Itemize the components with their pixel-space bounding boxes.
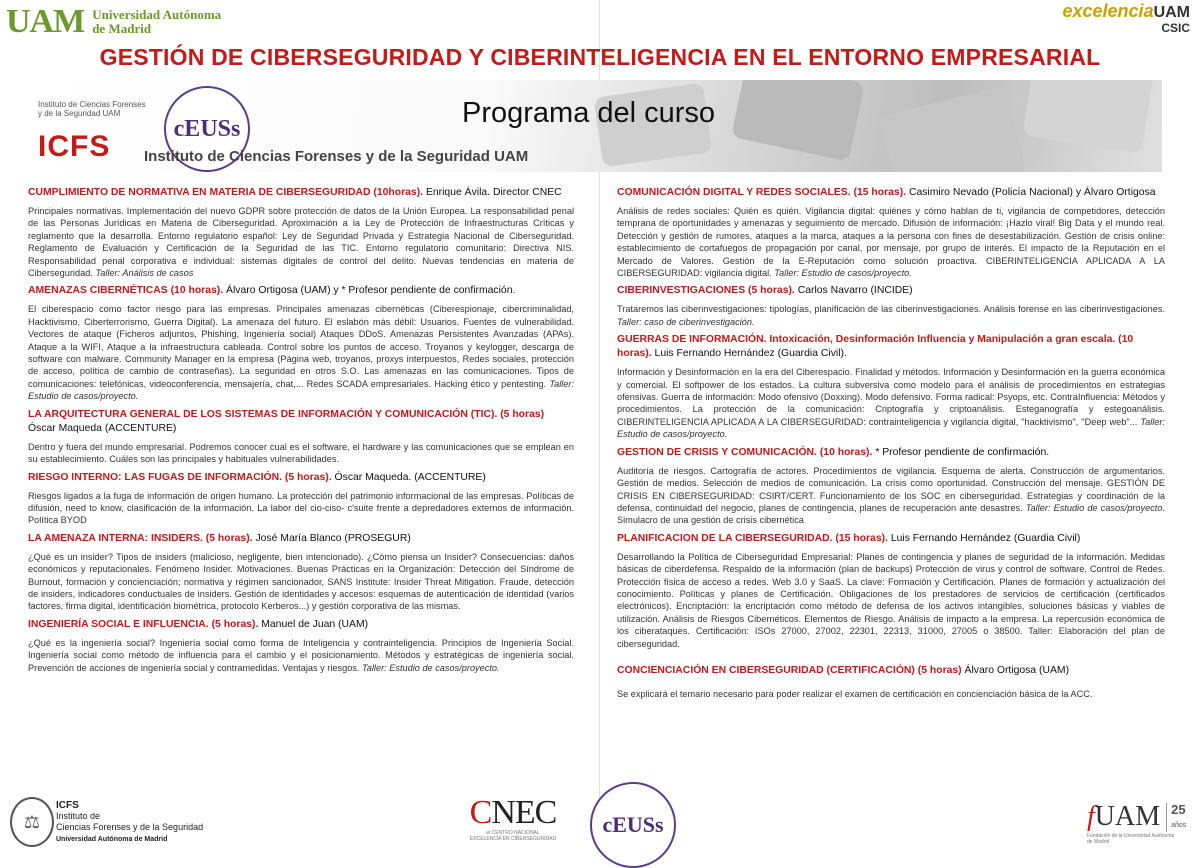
section-body: Dentro y fuera del mundo empresarial. Podremos conocer cual es el software, el hardware y las comunicaciones que se emplean en su establecimiento. Cuáles son las principales y habituales vulnerabilidades. xyxy=(28,441,574,465)
section-body: ¿Qué es la ingeniería social? Ingeniería social como forma de Inteligencia y contrainteligencia. Principios de Ingeniería Social. Ingeniería social como método de influencia para el cambio y el posicionamiento. Métodos y estratégicas de ingeniería social. Prevención de acciones de ingeniería social y contramedidas. Ventajas y riesgos. Taller: Estudio de casos/proyecto. xyxy=(28,637,574,673)
main-title: GESTIÓN DE CIBERSEGURIDAD Y CIBERINTELIGENCIA EN EL ENTORNO EMPRESARIAL xyxy=(99,44,1101,70)
section-heading: RIESGO INTERNO: LAS FUGAS DE INFORMACIÓN. (5 horas). Óscar Maqueda. (ACCENTURE) xyxy=(28,471,486,483)
footer-icfs-line3: Universidad Autónoma de Madrid xyxy=(56,836,168,843)
uam-logo xyxy=(6,4,221,40)
excelencia-logo xyxy=(1062,2,1190,34)
left-column xyxy=(28,186,574,679)
course-section xyxy=(28,408,574,466)
fuam-word: fUAM xyxy=(1087,801,1161,832)
cnec-sub xyxy=(468,830,558,842)
excelencia-text: excelencia xyxy=(1062,1,1154,21)
course-section xyxy=(617,284,1165,328)
course-section xyxy=(28,186,574,279)
icfs-small-text xyxy=(38,100,146,118)
section-heading: LA ARQUITECTURA GENERAL DE LOS SISTEMAS DE INFORMACIÓN Y COMUNICACIÓN (TIC). (5 horas) Óscar Maqueda (ACCENTURE) xyxy=(28,408,545,434)
icfs-small-line2: y de la Seguridad UAM xyxy=(38,109,121,118)
banner-title: Programa del curso xyxy=(462,97,716,129)
footer-icfs-line2: Ciencias Forenses y de la Seguridad xyxy=(56,822,204,832)
cnec-sub1: el CENTRO NACIONAL xyxy=(486,830,540,836)
uam-name-line1: Universidad Autónoma xyxy=(92,7,222,22)
section-body: Desarrollando la Política de Ciberseguridad Empresarial: Planes de contingencia y planes de seguridad de la información. Medidas básicas de ciberdefensa. Respaldo de la información (plan de backups) Protección de virus y control de software. Control de Redes. Protección física de acceso a redes. Web 3.0 y SaaS. La clave: Formación y Certificación. Planes de formación y actualización del conocimiento. Políticas y planes de Certificación. Obligaciones de los prestadores de servicios de certificación (certificados electrónicos). Encriptación: la encriptación como método de defensa de los activos intangibles, soluciones básicas y viables de utilización. Análisis de Riesgos Cibernéticos. Elementos de Riesgo. Análisis de impacto a la empresa. La repercusión económica de los ciberataques. Certificación: ISOs 27000, 27002, 22301, 22313, 31000, 27005 o 38500. Taller: Elaboración del plan de ciberseguridad. xyxy=(617,551,1165,649)
cnec-logo xyxy=(468,796,558,842)
excelencia-csic: CSIC xyxy=(1161,21,1190,35)
course-section xyxy=(617,664,1165,700)
section-body: Principales normativas. Implementación del nuevo GDPR sobre protección de datos de la Unión Europea. La responsabilidad penal de las Personas Jurídicas en Materia de Ciberseguridad. Aproximación a la Ley de Protección de Infraestructuras Críticas y reglamento que la desarrolla. Entorno regulatorio español: Ley de Seguridad Privada y Estrategia Nacional de Ciberseguridad. Reglamento de Evaluación y Certificación de la Seguridad de las TIC. Entorno regulatorio comunitario: Directiva NIS. Responsabilidad penal corporativa e individual: sistemas digitales de control del delito. Nuevas tendencias en materia de Ciberseguridad. Taller: Análisis de casos xyxy=(28,206,574,279)
cnec-word: CNEC xyxy=(469,794,557,831)
footer-icfs-title: ICFS xyxy=(56,800,79,811)
icfs-full-name: Instituto de Ciencias Forenses y de la Seguridad UAM xyxy=(144,148,529,165)
ceuss-seal-icon: cEUSs xyxy=(164,86,250,172)
section-body: Información y Desinformación en la era del Ciberespacio. Finalidad y métodos. Información y Desinformación en la guerra económica y comercial. El softpower de los estados. La cultura subversiva como modelo para el análisis de procedimientos en estrategias ofensivas. Guerra de información: Modo ofensivo (Doxxing). Modo defensivo. Forma radical: Psyops, etc. ContraInfluencia: Métodos y procedimientos. La protección de la comunicación: Criptografía y criptoanálisis. Esteganografía y estegoanálisis. CIBERINTELIGENCIA APLICADA A LA CIBERSEGURIDAD: contrainteligencia y vigilancia digital, "hacktivismo", "Deep web"... Taller: Estudio de casos/proyecto. xyxy=(617,367,1165,440)
fuam-25-years: 25 años xyxy=(1166,803,1186,832)
course-section xyxy=(617,186,1165,279)
section-body: Análisis de redes sociales: Quién es quién. Vigilancia digital: quiénes y cómo hablan de ti, vigilancia de competidores, detección temprana de oportunidades y amenazas y seguimiento de mercado. Difusión de información: ¡Hazlo viral! Big Data y el mundo real. Detección y gestión de rumores, ataques a la marca, ataques a la persona con fines de desestabilización. Gestión de crisis online: establecimiento de cortafuegos de propagación por canal, por mensaje, por grupo de interés. El impacto de la Reputación en el Mercado de Valores. Gestión de la E-Reputación como solución proactiva. CIBERINTELIGENCIA APLICADA A LA CIBERSEGURIDAD: vigilancia digital. Taller: Estudio de casos/proyecto. xyxy=(617,206,1165,279)
section-body: ¿Qué es un insider? Tipos de insiders (malicioso, negligente, bien intencionado). ¿Cómo piensa un Insider? Consecuencias: daños económicos y reputacionales. Fenómeno Insider. Motivaciones. Buenas Prácticas en la Organización: Detección del Síndrome de Burnout, formación y concienciación; normativa y régimen sancionador, SANS Institute: Insider Threat Mitigation. Fraude, detección de insiders, indicadores conductuales de insiders. Gestión de identidades y accesos: esquemas de autenticación de identidad (varios factores, firma digital, identificación biométrica, protocolo Kerberos...) y gestión corporativa de las mismas. xyxy=(28,551,574,612)
section-heading: CUMPLIMIENTO DE NORMATIVA EN MATERIA DE CIBERSEGURIDAD (10horas). Enrique Ávila. Director CNEC xyxy=(28,187,562,198)
uam-name-line2: de Madrid xyxy=(92,21,152,36)
puzzle-piece-icon xyxy=(879,86,1027,172)
course-section xyxy=(617,532,1165,650)
footer-icfs-logo xyxy=(56,800,203,845)
section-heading: CONCIENCIACIÓN EN CIBERSEGURIDAD (CERTIFICACIÓN) (5 horas) Álvaro Ortigosa (UAM) xyxy=(617,664,1070,676)
section-heading: CIBERINVESTIGACIONES (5 horas). Carlos Navarro (INCIDE) xyxy=(617,285,913,297)
section-heading: LA AMENAZA INTERNA: INSIDERS. (5 horas). José María Blanco (PROSEGUR) xyxy=(28,532,411,544)
section-heading: AMENAZAS CIBERNÉTICAS (10 horas). Álvaro Ortigosa (UAM) y * Profesor pendiente de confirmación. xyxy=(28,285,516,297)
section-heading: INGENIERÍA SOCIAL E INFLUENCIA. (5 horas). Manuel de Juan (UAM) xyxy=(28,618,369,630)
section-heading: PLANIFICACION DE LA CIBERSEGURIDAD. (15 horas). Luis Fernando Hernández (Guardia Civil) xyxy=(617,532,1081,544)
uam-mark: UAM xyxy=(6,3,85,40)
course-section xyxy=(28,618,574,674)
section-heading: COMUNICACIÓN DIGITAL Y REDES SOCIALES. (15 horas). Casimiro Nevado (Policía Nacional) y Álvaro Ortigosa xyxy=(617,187,1156,198)
icfs-small-line1: Instituto de Ciencias Forenses xyxy=(38,100,146,109)
fuam-logo xyxy=(1087,801,1187,845)
uam-name xyxy=(92,8,221,36)
cnec-sub2: EXCELENCIA EN CIBERSEGURIDAD xyxy=(469,836,557,842)
section-heading: GUERRAS DE INFORMACIÓN. Intoxicación, Desinformación Influencia y Manipulación a gran escala. (10 horas). Luis Fernando Hernández (Guardia Civil). xyxy=(617,334,1134,360)
section-body: Se explicará el temario necesario para poder realizar el examen de certificación en concienciación básica de la ACC. xyxy=(617,688,1093,699)
section-heading: GESTION DE CRISIS Y COMUNICACIÓN. (10 horas). * Profesor pendiente de confirmación. xyxy=(617,446,1050,458)
excelencia-uam: UAM xyxy=(1153,4,1190,21)
course-section xyxy=(28,471,574,527)
icfs-logo-text: ICFS xyxy=(38,130,111,163)
course-section xyxy=(28,284,574,402)
section-body: Trataremos las ciberinvestigaciones: tipologías, planificación de las ciberinvestigaciones. Análisis forense en las ciberinvestigaciones. Taller: caso de ciberinvestigación. xyxy=(617,304,1165,327)
course-section xyxy=(617,446,1165,527)
section-body: Riesgos ligados a la fuga de información de origen humano. La protección del patrimonio informacional de las empresas. Políticas de difusión, need to know, clasificación de la información. La labor del cio-ciso- c'suite frente a depredadores externos de información. Política BYOD xyxy=(28,490,574,526)
section-body: El ciberespacio como factor riesgo para las empresas. Principales amenazas cibernéticas (Ciberespionaje, cibercriminalidad, Hacktivismo, Ciberterrorismo, Guerra Digital). La amenaza del futuro. El eslabón más débil: Usuarios. Fuentes de vulnerabilidad. Vectores de ataque (Ficheros adjuntos, Phishing, Ingeniería social) Ataques DDoS. Amenazas Persistentes Avanzadas (APAs). Ataque a la WIFI, Ataque a la infraestructura cableada. Control sobre los puntos de acceso. Troyanos y keylogger, descarga de software con malware. Community Manager en la empresa (Página web, troyanos, proxys interpuestos, Redes sociales, protección de acceso, política de cambio de contraseñas). La seguridad en otros S.O. Las amenazas en las comunicaciones. Tipos de comunicaciones: telefónicas, videoconferencia, mensajería, chat,... Redes SCADA empresariales. Hacking ético y pentesting. Taller: Estudio de casos/proyecto. xyxy=(28,304,574,402)
footer-icfs-line1: Instituto de xyxy=(56,811,101,821)
right-column xyxy=(617,186,1165,705)
puzzle-piece-icon xyxy=(731,80,865,162)
course-section xyxy=(617,333,1165,440)
section-body: Auditoría de riesgos. Cartografía de actores. Procedimientos de vigilancia. Esquema de alerta. Construcción de argumentarios. Gestión de medios. Selección de medios de comunicación. La crisis como oportunidad. Construcción del mensaje. GESTIÓN DE CRISIS EN CIBERSEGURIDAD: CSIRT/CERT. Funcionamiento de los SOC en ciberseguridad. Estrategias y coordinación de la defensa, continuidad del negocio, planes de contingencia, planes de recuperación ante desastres. Taller: Estudio de casos/proyecto. Simulacro de una gestión de crisis cibernética xyxy=(617,465,1166,526)
ceuss-footer-seal-icon: cEUSs xyxy=(590,782,676,868)
icfs-seal-icon: ⚖ xyxy=(10,797,54,847)
course-section xyxy=(28,532,574,613)
puzzle-piece-icon xyxy=(1022,80,1153,154)
fuam-sub: Fundación de la Universidad Autónoma de Madrid xyxy=(1087,833,1175,845)
excelencia-word xyxy=(1062,2,1190,22)
